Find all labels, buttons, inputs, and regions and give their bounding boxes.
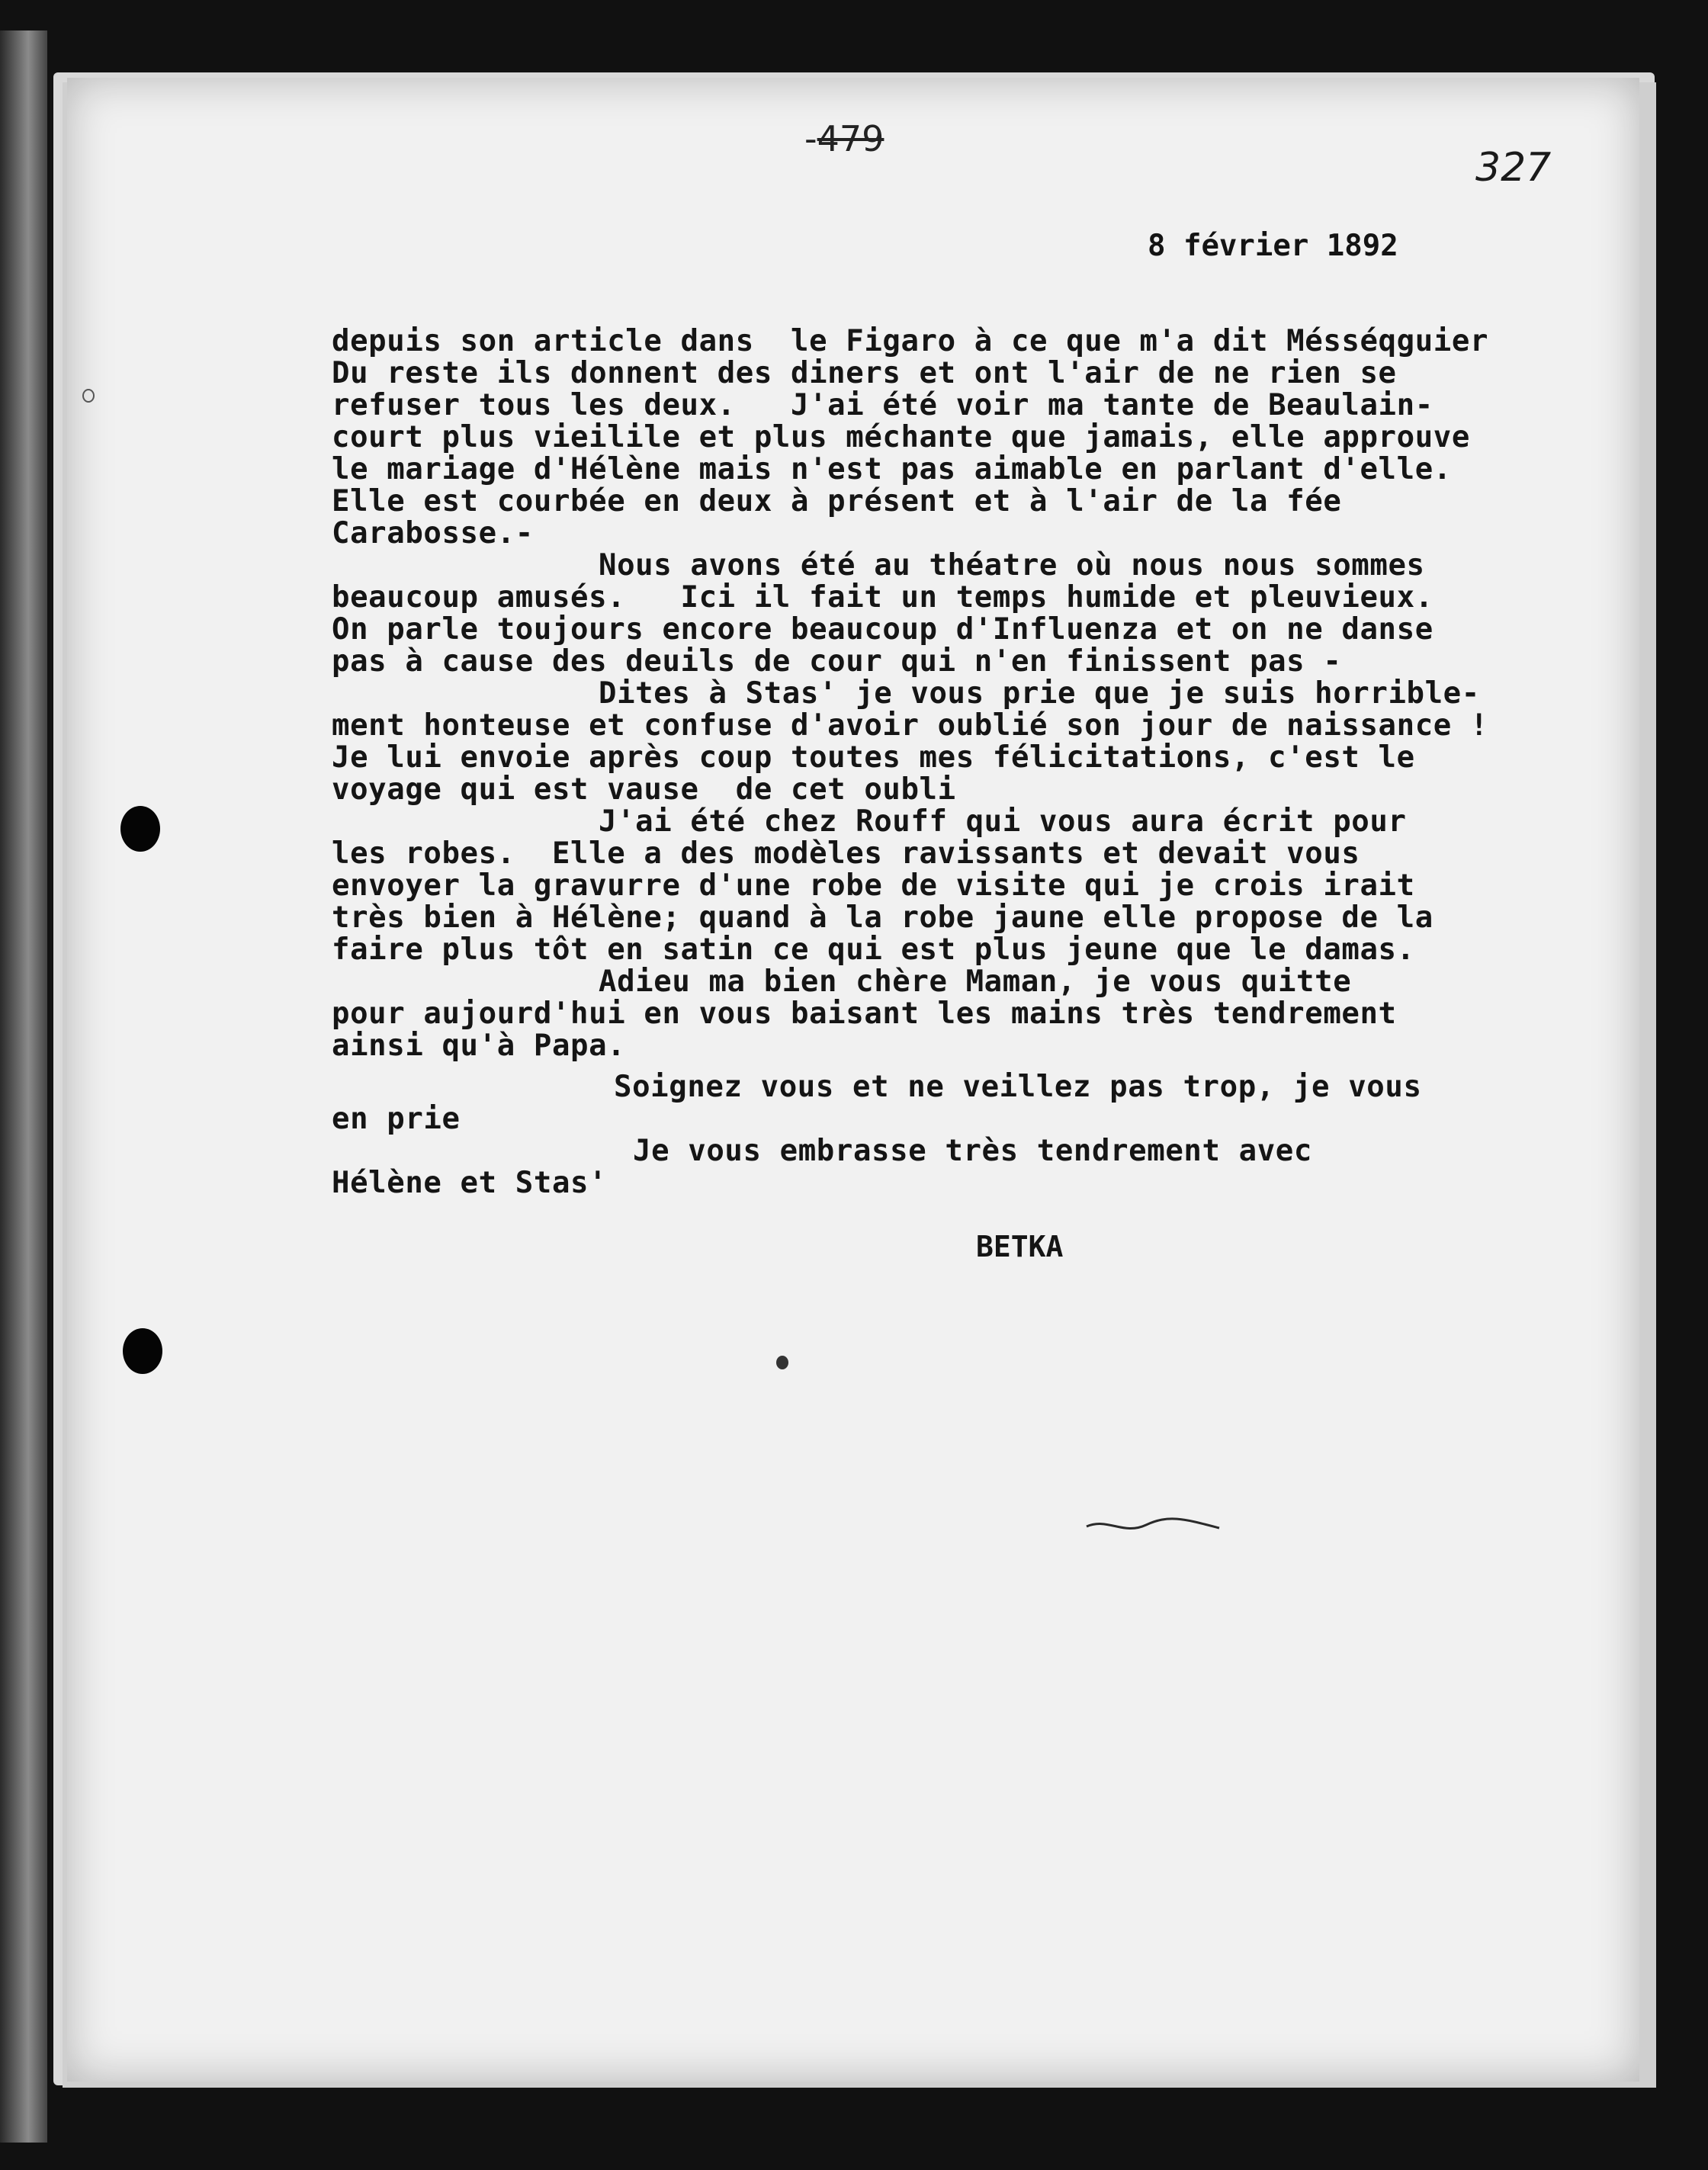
letter-line: très bien à Hélène; quand à la robe jaune elle propose de la (332, 900, 1434, 935)
punch-hole-lower (123, 1328, 162, 1374)
letter-line: envoyer la gravurre d'une robe de visite qui je crois irait (332, 868, 1415, 903)
letter-line: Hélène et Stas' (332, 1166, 608, 1200)
letter-line: pour aujourd'hui en vous baisant les mains très tendrement (332, 997, 1397, 1031)
letter-line: J'ai été chez Rouff qui vous aura écrit pour (599, 804, 1407, 839)
letter-line: depuis son article dans le Figaro à ce que m'a dit Mésséqguier (332, 324, 1489, 358)
letter-line: voyage qui est vause de cet oubli (332, 772, 956, 807)
margin-mark (82, 389, 95, 403)
letter-line: Je lui envoie après coup toutes mes félicitations, c'est le (332, 740, 1415, 775)
punch-hole-upper (120, 806, 160, 852)
letter-line: pas à cause des deuils de cour qui n'en finissent pas - (332, 644, 1342, 679)
folio-number-right: 327 (1475, 145, 1552, 191)
ink-speck (776, 1356, 788, 1369)
letter-line: en prie (332, 1102, 461, 1136)
letter-line: Adieu ma bien chère Maman, je vous quitte (599, 965, 1352, 999)
letter-line: Du reste ils donnent des diners et ont l'air de ne rien se (332, 356, 1397, 390)
letter-line: faire plus tôt en satin ce qui est plus jeune que le damas. (332, 933, 1415, 967)
letter-date: 8 février 1892 (1148, 229, 1398, 263)
signature: BETKA (976, 1230, 1064, 1263)
letter-line: ainsi qu'à Papa. (332, 1029, 626, 1063)
letter-line: Elle est courbée en deux à présent et à l'air de la fée (332, 484, 1342, 518)
letter-line: Je vous embrasse très tendrement avec (633, 1134, 1312, 1168)
letter-line: ment honteuse et confuse d'avoir oublié son jour de naissance ! (332, 708, 1489, 743)
letter-line: court plus vieilile et plus méchante que jamais, elle approuve (332, 420, 1470, 454)
pen-scribble (1085, 1511, 1222, 1542)
letter-line: beaucoup amusés. Ici il fait un temps humide et pleuvieux. (332, 580, 1434, 615)
letter-line: le mariage d'Hélène mais n'est pas aimable en parlant d'elle. (332, 452, 1452, 486)
letter-line: Carabosse.- (332, 516, 534, 551)
letter-line: les robes. Elle a des modèles ravissants et devait vous (332, 836, 1360, 871)
letter-line: Dites à Stas' je vous prie que je suis horrible- (599, 676, 1480, 711)
folio-number-top: -479 (804, 118, 884, 159)
letter-line: On parle toujours encore beaucoup d'Influenza et on ne danse (332, 612, 1434, 647)
letter-line: Soignez vous et ne veillez pas trop, je vous (614, 1070, 1422, 1104)
binder-edge (0, 30, 47, 2143)
letter-line: Nous avons été au théatre où nous nous sommes (599, 548, 1425, 583)
letter-line: refuser tous les deux. J'ai été voir ma tante de Beaulain- (332, 388, 1434, 422)
